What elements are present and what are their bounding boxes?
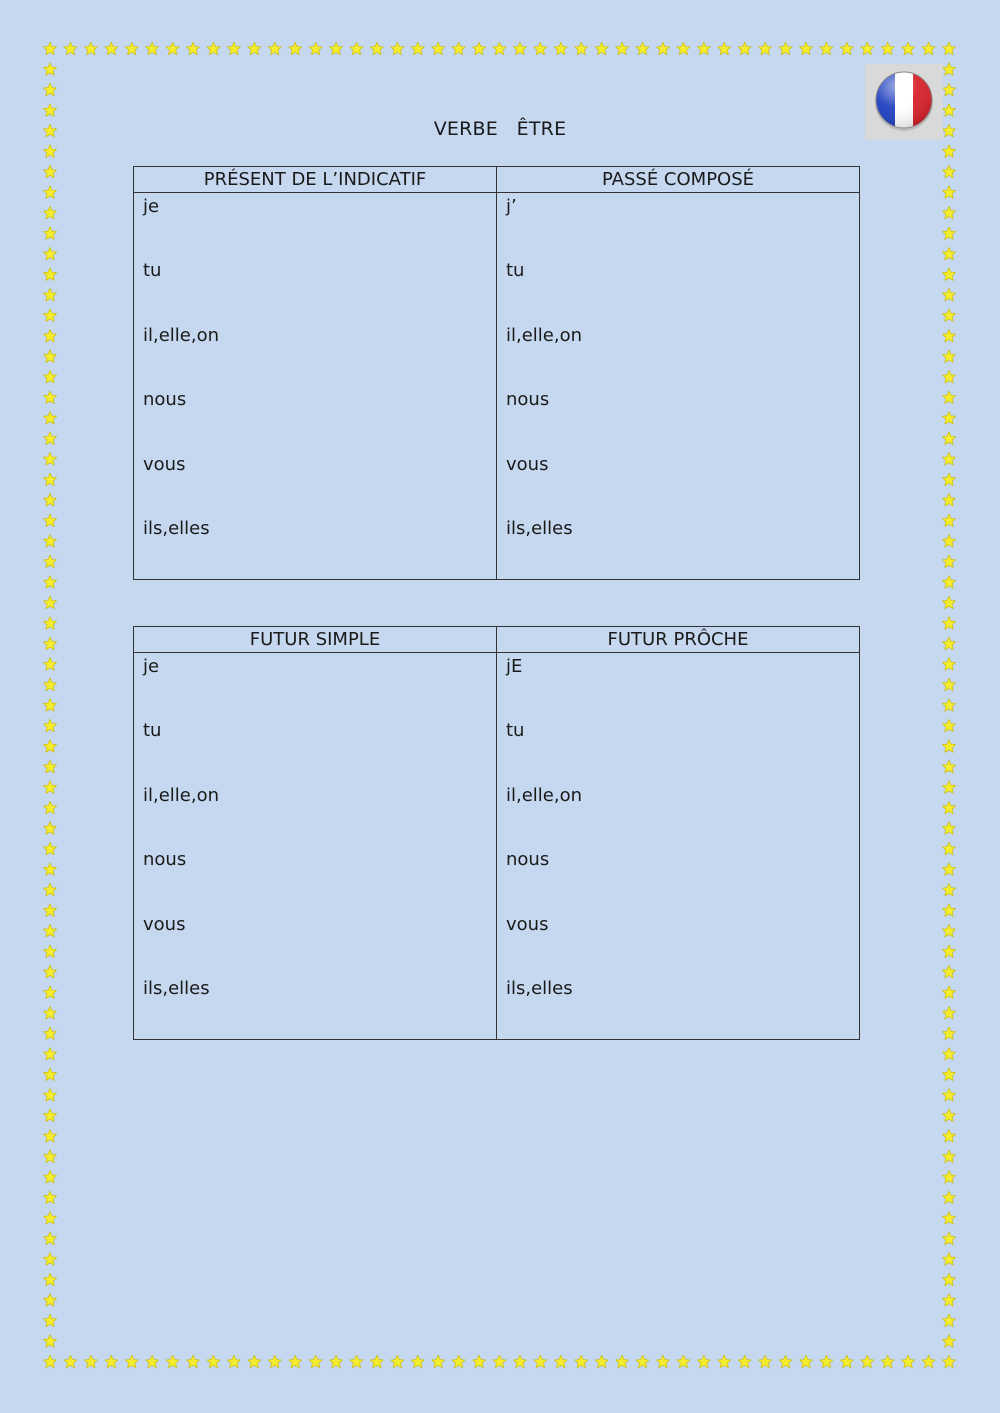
pronoun-label: tu bbox=[506, 260, 525, 282]
star-icon bbox=[595, 1355, 608, 1368]
star-icon bbox=[43, 350, 56, 363]
star-icon bbox=[942, 247, 955, 260]
star-icon bbox=[473, 1355, 486, 1368]
star-icon bbox=[779, 42, 792, 55]
star-icon bbox=[942, 370, 955, 383]
star-icon bbox=[942, 411, 955, 424]
star-icon bbox=[391, 1355, 404, 1368]
conjugation-cell-present[interactable] bbox=[134, 193, 497, 580]
star-icon bbox=[43, 1253, 56, 1266]
star-icon bbox=[534, 42, 547, 55]
star-icon bbox=[942, 432, 955, 445]
star-icon bbox=[942, 699, 955, 712]
pronoun-label: j’ bbox=[506, 196, 517, 217]
star-icon bbox=[840, 42, 853, 55]
star-icon bbox=[595, 42, 608, 55]
star-icon bbox=[166, 42, 179, 55]
star-icon bbox=[43, 453, 56, 466]
star-icon bbox=[43, 1355, 56, 1368]
star-icon bbox=[227, 42, 240, 55]
star-icon bbox=[248, 42, 261, 55]
pronoun-label: ils,elles bbox=[506, 977, 573, 999]
star-icon bbox=[43, 391, 56, 404]
star-icon bbox=[942, 965, 955, 978]
star-icon bbox=[942, 904, 955, 917]
star-icon bbox=[64, 1355, 77, 1368]
star-icon bbox=[43, 658, 56, 671]
star-icon bbox=[820, 42, 833, 55]
star-icon bbox=[43, 432, 56, 445]
pronoun-label: il,elle,on bbox=[506, 324, 583, 346]
star-icon bbox=[942, 1047, 955, 1060]
star-icon bbox=[554, 42, 567, 55]
conjugation-cell-futur-simple[interactable] bbox=[134, 653, 497, 1040]
column-header-futur-simple: FUTUR SIMPLE bbox=[134, 627, 497, 653]
star-icon bbox=[43, 145, 56, 158]
star-icon bbox=[43, 1335, 56, 1348]
star-icon bbox=[43, 268, 56, 281]
star-icon bbox=[43, 514, 56, 527]
star-icon bbox=[43, 247, 56, 260]
pronoun-label: ils,elles bbox=[506, 517, 573, 539]
pronoun-label: il,elle,on bbox=[143, 784, 220, 806]
star-icon bbox=[370, 42, 383, 55]
star-icon bbox=[513, 1355, 526, 1368]
star-icon bbox=[43, 1006, 56, 1019]
star-icon bbox=[677, 42, 690, 55]
star-icon bbox=[105, 1355, 118, 1368]
star-icon bbox=[942, 801, 955, 814]
star-icon bbox=[350, 1355, 363, 1368]
star-icon bbox=[575, 1355, 588, 1368]
star-icon bbox=[636, 42, 649, 55]
star-icon bbox=[942, 883, 955, 896]
star-icon bbox=[43, 924, 56, 937]
star-icon bbox=[43, 1314, 56, 1327]
star-icon bbox=[840, 1355, 853, 1368]
star-icon bbox=[942, 104, 955, 117]
star-icon bbox=[493, 42, 506, 55]
star-icon bbox=[942, 1355, 955, 1368]
star-icon bbox=[289, 42, 302, 55]
star-icon bbox=[697, 1355, 710, 1368]
star-icon bbox=[616, 42, 629, 55]
star-icon bbox=[43, 760, 56, 773]
star-icon bbox=[738, 1355, 751, 1368]
star-icon bbox=[718, 42, 731, 55]
star-icon bbox=[43, 1130, 56, 1143]
star-icon bbox=[942, 781, 955, 794]
star-icon bbox=[534, 1355, 547, 1368]
star-icon bbox=[942, 42, 955, 55]
star-icon bbox=[759, 42, 772, 55]
star-icon bbox=[656, 1355, 669, 1368]
star-icon bbox=[43, 781, 56, 794]
star-icon bbox=[473, 42, 486, 55]
conjugation-cell-futur-proche[interactable] bbox=[497, 653, 860, 1040]
star-icon bbox=[43, 740, 56, 753]
star-icon bbox=[309, 42, 322, 55]
star-icon bbox=[942, 494, 955, 507]
star-icon bbox=[942, 1335, 955, 1348]
star-icon bbox=[268, 1355, 281, 1368]
star-icon bbox=[942, 63, 955, 76]
star-icon bbox=[43, 165, 56, 178]
star-icon bbox=[43, 1109, 56, 1122]
star-icon bbox=[329, 42, 342, 55]
star-icon bbox=[942, 1027, 955, 1040]
star-icon bbox=[942, 760, 955, 773]
star-icon bbox=[942, 145, 955, 158]
star-icon bbox=[43, 883, 56, 896]
star-icon bbox=[43, 1232, 56, 1245]
star-icon bbox=[942, 1088, 955, 1101]
star-icon bbox=[942, 83, 955, 96]
star-icon bbox=[942, 637, 955, 650]
star-icon bbox=[146, 1355, 159, 1368]
star-icon bbox=[309, 1355, 322, 1368]
star-icon bbox=[942, 227, 955, 240]
pronoun-label: ils,elles bbox=[143, 977, 210, 999]
pronoun-label: ils,elles bbox=[143, 517, 210, 539]
star-icon bbox=[43, 206, 56, 219]
star-icon bbox=[799, 1355, 812, 1368]
star-icon bbox=[575, 42, 588, 55]
star-icon bbox=[125, 42, 138, 55]
star-icon bbox=[493, 1355, 506, 1368]
pronoun-label: nous bbox=[506, 849, 550, 871]
star-icon bbox=[656, 42, 669, 55]
star-icon bbox=[227, 1355, 240, 1368]
star-icon bbox=[43, 576, 56, 589]
page-title: VERBE ÊTRE bbox=[433, 118, 567, 140]
star-icon bbox=[207, 42, 220, 55]
star-icon bbox=[43, 555, 56, 568]
star-icon bbox=[43, 1088, 56, 1101]
star-icon bbox=[329, 1355, 342, 1368]
star-icon bbox=[105, 42, 118, 55]
star-icon bbox=[942, 617, 955, 630]
star-icon bbox=[43, 370, 56, 383]
pronoun-label: tu bbox=[143, 720, 162, 742]
pronoun-label: nous bbox=[143, 849, 187, 871]
star-icon bbox=[43, 699, 56, 712]
star-icon bbox=[942, 1294, 955, 1307]
star-icon bbox=[942, 576, 955, 589]
star-icon bbox=[942, 740, 955, 753]
star-icon bbox=[432, 1355, 445, 1368]
star-icon bbox=[942, 596, 955, 609]
star-icon bbox=[43, 83, 56, 96]
star-icon bbox=[43, 104, 56, 117]
star-icon bbox=[942, 206, 955, 219]
star-icon bbox=[942, 719, 955, 732]
star-icon bbox=[43, 1294, 56, 1307]
pronoun-label: vous bbox=[506, 913, 549, 935]
pronoun-label: nous bbox=[506, 389, 550, 411]
star-icon bbox=[942, 555, 955, 568]
star-icon bbox=[43, 1068, 56, 1081]
pronoun-label: il,elle,on bbox=[506, 784, 583, 806]
star-icon bbox=[902, 42, 915, 55]
star-icon bbox=[186, 1355, 199, 1368]
star-icon bbox=[636, 1355, 649, 1368]
star-icon bbox=[43, 288, 56, 301]
star-icon bbox=[43, 411, 56, 424]
pronoun-label: vous bbox=[143, 453, 186, 475]
star-icon bbox=[942, 1006, 955, 1019]
star-icon bbox=[64, 42, 77, 55]
star-icon bbox=[738, 42, 751, 55]
star-icon bbox=[43, 63, 56, 76]
star-icon bbox=[942, 1253, 955, 1266]
star-icon bbox=[759, 1355, 772, 1368]
star-icon bbox=[942, 514, 955, 527]
star-icon bbox=[820, 1355, 833, 1368]
star-icon bbox=[43, 965, 56, 978]
star-icon bbox=[942, 186, 955, 199]
star-icon bbox=[43, 494, 56, 507]
star-icon bbox=[942, 945, 955, 958]
star-icon bbox=[43, 986, 56, 999]
star-icon bbox=[942, 1130, 955, 1143]
star-icon bbox=[942, 350, 955, 363]
star-icon bbox=[922, 1355, 935, 1368]
star-icon bbox=[942, 924, 955, 937]
star-icon bbox=[942, 1191, 955, 1204]
star-icon bbox=[43, 329, 56, 342]
star-icon bbox=[43, 1273, 56, 1286]
star-icon bbox=[43, 1212, 56, 1225]
pronoun-label: il,elle,on bbox=[143, 324, 220, 346]
star-icon bbox=[248, 1355, 261, 1368]
conjugation-table-futur bbox=[133, 626, 860, 1040]
column-header-present: PRÉSENT DE L’INDICATIF bbox=[134, 167, 497, 193]
star-icon bbox=[942, 1109, 955, 1122]
star-icon bbox=[697, 42, 710, 55]
star-icon bbox=[942, 658, 955, 671]
conjugation-cell-passe-compose[interactable] bbox=[497, 193, 860, 580]
star-icon bbox=[43, 678, 56, 691]
pronoun-label: nous bbox=[143, 389, 187, 411]
star-icon bbox=[370, 1355, 383, 1368]
star-icon bbox=[881, 1355, 894, 1368]
pronoun-label: je bbox=[143, 656, 160, 677]
star-icon bbox=[43, 1150, 56, 1163]
star-icon bbox=[677, 1355, 690, 1368]
star-icon bbox=[942, 678, 955, 691]
star-icon bbox=[942, 473, 955, 486]
star-icon bbox=[146, 42, 159, 55]
star-icon bbox=[942, 1314, 955, 1327]
column-header-passe-compose: PASSÉ COMPOSÉ bbox=[497, 167, 860, 193]
star-icon bbox=[43, 822, 56, 835]
star-icon bbox=[43, 863, 56, 876]
star-icon bbox=[207, 1355, 220, 1368]
star-icon bbox=[84, 42, 97, 55]
star-icon bbox=[166, 1355, 179, 1368]
star-icon bbox=[861, 1355, 874, 1368]
star-icon bbox=[432, 42, 445, 55]
star-icon bbox=[942, 391, 955, 404]
pronoun-label: jE bbox=[506, 656, 523, 677]
star-icon bbox=[411, 42, 424, 55]
star-icon bbox=[779, 1355, 792, 1368]
star-icon bbox=[84, 1355, 97, 1368]
star-icon bbox=[942, 822, 955, 835]
star-icon bbox=[942, 1150, 955, 1163]
star-icon bbox=[942, 1273, 955, 1286]
star-icon bbox=[391, 42, 404, 55]
star-icon bbox=[43, 719, 56, 732]
star-icon bbox=[942, 1212, 955, 1225]
star-icon bbox=[616, 1355, 629, 1368]
star-icon bbox=[43, 617, 56, 630]
star-icon bbox=[942, 842, 955, 855]
star-icon bbox=[902, 1355, 915, 1368]
star-icon bbox=[942, 288, 955, 301]
star-icon bbox=[942, 1232, 955, 1245]
star-icon bbox=[942, 986, 955, 999]
pronoun-label: tu bbox=[506, 720, 525, 742]
star-icon bbox=[554, 1355, 567, 1368]
pronoun-label: tu bbox=[143, 260, 162, 282]
star-icon bbox=[799, 42, 812, 55]
star-icon bbox=[513, 42, 526, 55]
star-icon bbox=[942, 453, 955, 466]
star-icon bbox=[452, 1355, 465, 1368]
star-icon bbox=[43, 1171, 56, 1184]
star-icon bbox=[43, 945, 56, 958]
star-icon bbox=[43, 227, 56, 240]
star-icon bbox=[942, 309, 955, 322]
star-icon bbox=[43, 473, 56, 486]
star-icon bbox=[350, 42, 363, 55]
star-icon bbox=[125, 1355, 138, 1368]
star-icon bbox=[881, 42, 894, 55]
star-icon bbox=[718, 1355, 731, 1368]
star-icon bbox=[43, 186, 56, 199]
star-icon bbox=[942, 165, 955, 178]
star-icon bbox=[942, 863, 955, 876]
pronoun-label: vous bbox=[143, 913, 186, 935]
column-header-futur-proche: FUTUR PRÔCHE bbox=[497, 627, 860, 653]
star-icon bbox=[942, 329, 955, 342]
star-icon bbox=[861, 42, 874, 55]
pronoun-label: vous bbox=[506, 453, 549, 475]
star-icon bbox=[43, 1191, 56, 1204]
star-icon bbox=[43, 637, 56, 650]
star-icon bbox=[43, 535, 56, 548]
pronoun-label: je bbox=[143, 196, 160, 217]
star-icon bbox=[268, 42, 281, 55]
star-icon bbox=[43, 42, 56, 55]
star-icon bbox=[942, 535, 955, 548]
star-icon bbox=[43, 1047, 56, 1060]
star-icon bbox=[922, 42, 935, 55]
star-icon bbox=[43, 596, 56, 609]
star-icon bbox=[43, 309, 56, 322]
star-icon bbox=[411, 1355, 424, 1368]
star-icon bbox=[289, 1355, 302, 1368]
star-icon bbox=[942, 1068, 955, 1081]
star-icon bbox=[43, 842, 56, 855]
star-icon bbox=[942, 268, 955, 281]
star-icon bbox=[942, 1171, 955, 1184]
star-icon bbox=[43, 801, 56, 814]
star-icon bbox=[186, 42, 199, 55]
star-icon bbox=[43, 904, 56, 917]
conjugation-table-present-passe bbox=[133, 166, 860, 580]
star-icon bbox=[452, 42, 465, 55]
star-icon bbox=[43, 1027, 56, 1040]
